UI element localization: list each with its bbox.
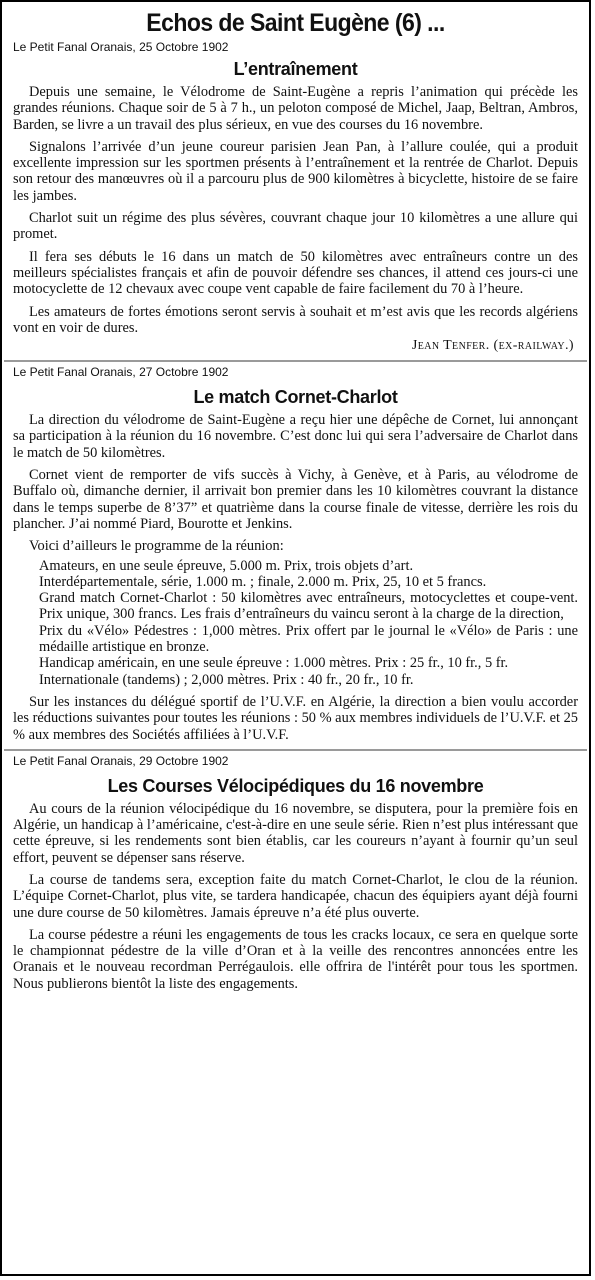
article-heading: L’entraînement	[233, 59, 358, 79]
paragraph: La course pédestre a réuni les engagements de tous les cracks locaux, ce sera en quelque sorte le championnat pédestre de la ville d’Oran et à la veille des rencontres annoncées entre les Oranais et le nouveau recordman Perrégaulois. elle offrira de l'intérêt pour tous les sportmen. Nous publierons bientôt la liste des engagements.	[13, 926, 578, 992]
program-item: Prix du «Vélo» Pédestres : 1,000 mètres. Prix offert par le journal le «Vélo» de Paris : une médaille artistique en bronze.	[39, 622, 578, 656]
article-heading: Le match Cornet-Charlot	[193, 387, 398, 408]
program-item: Internationale (tandems) ; 2,000 mètres. Prix : 40 fr., 20 fr., 10 fr.	[39, 671, 414, 688]
paragraph: Cornet vient de remporter de vifs succès à Vichy, à Genève, et à Paris, au vélodrome de Buffalo où, dimanche dernier, il arrivait bon premier dans les 10 kilomètres couvrant la distance dans le temps superbe de 8’37” et quatrième dans la course finale de vitesse, derrière les rois du plancher. J’ai nommé Piard, Bourotte et Jenkins.	[13, 467, 578, 532]
paragraph: Au cours de la réunion vélocipédique du 16 novembre, se disputera, pour la première fois en Algérie, un handicap à l’américaine, c'est-à-dire en une seule série. Rien n’est plus intéressant que cette épreuve, si les rendements sont bien établis, car les coureurs n’ayant à fournir qu’un seul effort, peuvent se dépenser sans réserve.	[13, 800, 578, 866]
paragraph: La course de tandems sera, exception faite du match Cornet-Charlot, le clou de la réunion. L’équipe Cornet-Charlot, plus vite, se tardera handicapée, chacun des équipiers ayant déjà fourni une dure course de 50 kilomètres. Jamais épreuve n’a été plus ouverte.	[13, 871, 578, 921]
article-source: Le Petit Fanal Oranais, 29 Octobre 1902	[13, 753, 229, 768]
paragraph: La direction du vélodrome de Saint-Eugène a reçu hier une dépêche de Cornet, lui annonçant sa participation à la réunion du 16 novembre. C’est donc lui qui sera l’adversaire de Charlot dans le match de 50 kilomètres.	[13, 412, 578, 461]
paragraph: Depuis une semaine, le Vélodrome de Saint-Eugène a repris l’animation qui précède les grandes réunions. Chaque soir de 5 à 7 h., un peloton composé de Michel, Jaap, Beltran, Ambros, Barden, se livre a un travail des plus sérieux, en vue des courses du 16 novembre.	[13, 84, 578, 133]
article-heading: Les Courses Vélocipédiques du 16 novembre	[107, 775, 484, 796]
article-entrainement	[13, 40, 578, 354]
program-list	[13, 558, 578, 688]
section-divider	[4, 360, 587, 362]
article-source: Le Petit Fanal Oranais, 27 Octobre 1902	[13, 365, 229, 380]
article-courses-velocipediques	[13, 754, 578, 992]
program-item: Handicap américain, en une seule épreuve : 1.000 mètres. Prix : 25 fr., 10 fr., 5 fr.	[39, 655, 509, 672]
paragraph: Sur les instances du délégué sportif de l’U.V.F. en Algérie, la direction a bien voulu accorder les réductions suivantes pour toutes les réunions : 50 % aux membres individuels de l’U.V.F. et 25 % aux membres des Sociétés affiliées à l’U.V.F.	[13, 693, 578, 743]
program-item: Grand match Cornet-Charlot : 50 kilomètres avec entraîneurs, motocyclettes et coupe-vent. Prix unique, 300 francs. Les frais d’entraîneurs du vaincu seront à la charge de la direction,	[39, 590, 578, 623]
page-title: Echos de Saint Eugène (6) ...	[146, 9, 445, 37]
program-item: Interdépartementale, série, 1.000 m. ; finale, 2.000 m. Prix, 25, 10 et 5 francs.	[39, 573, 487, 590]
program-item: Amateurs, en une seule épreuve, 5.000 m. Prix, trois objets d’art.	[39, 557, 414, 574]
article-source: Le Petit Fanal Oranais, 25 Octobre 1902	[13, 40, 229, 54]
author-signature: Jean Tenfer. (ex-railway.)	[411, 338, 574, 354]
paragraph: Charlot suit un régime des plus sévères, couvrant chaque jour 10 kilomètres a une allure qui promet.	[13, 210, 578, 243]
section-divider	[4, 749, 587, 751]
paragraph: Il fera ses débuts le 16 dans un match de 50 kilomètres avec entraîneurs contre un des meilleurs spécialistes français et afin de pouvoir défendre ses chances, il attend ces jours-ci une motocyclette de 12 chevaux avec coupe vent capable de faire facilement du 70 à l’heure.	[13, 248, 578, 298]
paragraph: Voici d’ailleurs le programme de la réunion:	[29, 538, 284, 555]
article-match-cornet-charlot	[13, 365, 578, 743]
paragraph: Signalons l’arrivée d’un jeune coureur parisien Jean Pan, à l’allure coulée, qui a produit excellente impression sur les sportmen présents à l’entraînement et la rentrée de Charlot. Depuis son retour des manœuvres où il a parcouru plus de 900 kilomètres à bicyclette, histoire de se faire les jambes.	[13, 138, 578, 204]
paragraph: Les amateurs de fortes émotions seront servis à souhait et m’est avis que les records algériens vont en voir de dures.	[13, 303, 578, 336]
